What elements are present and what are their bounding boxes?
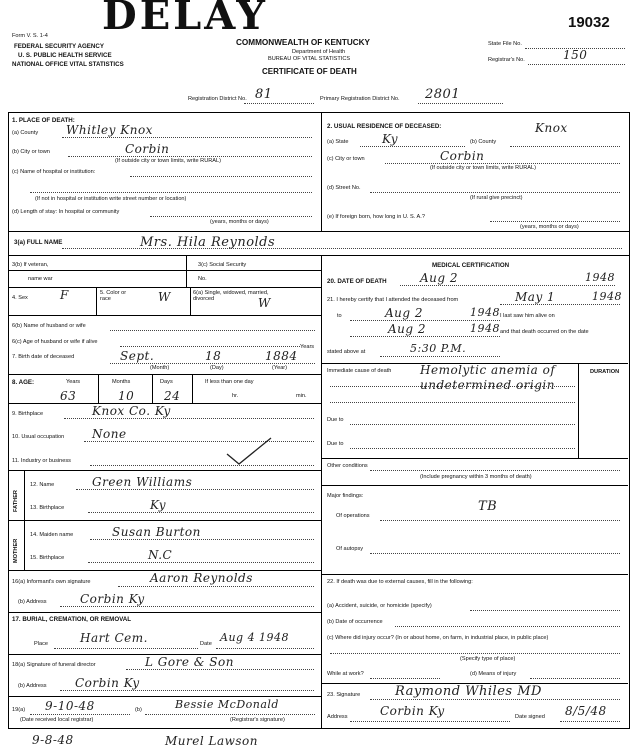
registrar-number: 150	[563, 48, 588, 62]
color-label: 5. Color or race	[100, 290, 127, 302]
agency-line-1: FEDERAL SECURITY AGENCY	[14, 43, 104, 50]
operations-label: Of operations	[336, 513, 370, 519]
date-of-death-year: 1948	[585, 271, 615, 284]
registration-district-label: Registration District No.	[188, 96, 247, 102]
full-name: Mrs. Hila Reynolds	[140, 235, 276, 250]
informant-signature-label: 16(a) Informant's own signature	[12, 579, 91, 585]
birth-year-caption: (Year)	[272, 365, 288, 371]
father-name: Green Williams	[92, 475, 193, 489]
burial-place: Hart Cem.	[80, 631, 148, 645]
industry-label: 11. Industry or business	[12, 458, 71, 464]
while-at-work-label: While at work?	[327, 671, 364, 677]
certificate-title: CERTIFICATE OF DEATH	[262, 67, 357, 76]
death-city-label: (b) City or town	[12, 149, 50, 155]
age-months: 10	[118, 389, 135, 403]
other-conditions-note: (Include pregnancy within 3 months of death)	[420, 474, 532, 480]
residence-city-label: (c) City or town	[327, 156, 365, 162]
death-county: Whitley Knox	[66, 123, 153, 137]
immediate-cause-label: Immediate cause of death	[327, 368, 392, 374]
residence-city-note: (If outside city or town limits, write RURAL)	[430, 165, 536, 171]
birth-month-caption: (Month)	[150, 365, 170, 371]
age-days: 24	[164, 389, 181, 403]
accident-label: (a) Accident, suicide, or homicide (specify)	[327, 603, 432, 609]
date-of-death: Aug 2	[420, 271, 459, 285]
commonwealth-title: COMMONWEALTH OF KENTUCKY	[236, 38, 371, 47]
date-signed-label: Date signed	[515, 714, 545, 720]
funeral-address: Corbin Ky	[75, 676, 140, 690]
mother-birthplace: N.C	[148, 548, 173, 562]
checkmark-icon	[225, 436, 275, 466]
residence-state-label: (a) State	[327, 139, 349, 145]
date-of-death-label: 20. DATE OF DEATH	[327, 278, 387, 285]
residence-county-label: (b) County	[470, 139, 497, 145]
date-filed-label: 19(a)	[12, 707, 26, 713]
attended-to-year: 1948	[470, 306, 500, 319]
agency-line-2: U. S. PUBLIC HEALTH SERVICE	[18, 52, 112, 59]
major-findings-label: Major findings:	[327, 493, 364, 499]
full-name-label: 3(a) FULL NAME	[14, 239, 63, 246]
operations-value: TB	[478, 499, 498, 514]
agency-line-3: NATIONAL OFFICE VITAL STATISTICS	[12, 61, 124, 68]
residence-state: Ky	[382, 132, 398, 146]
mother-maiden-label: 14. Maiden name	[30, 532, 74, 538]
death-city: Corbin	[125, 142, 170, 156]
primary-district-label: Primary Registration District No.	[320, 96, 400, 102]
attended-label: 21. I hereby certify that I attended the deceased from	[327, 297, 459, 303]
mother-side-label: MOTHER	[13, 538, 19, 563]
spouse-years-label: Years	[300, 344, 315, 350]
father-birthplace-label: 13. Birthplace	[30, 505, 65, 511]
due-to-label-2: Due to	[327, 441, 344, 447]
birthplace-label: 9. Birthplace	[12, 411, 44, 417]
funeral-director-label: 18(a) Signature of funeral director	[12, 662, 96, 668]
birthplace: Knox Co. Ky	[92, 404, 171, 418]
immediate-cause: Hemolytic anemia of undetermined origin	[420, 363, 556, 392]
date-occurrence-label: (b) Date of occurrence	[327, 619, 383, 625]
form-number: Form V. S. 1-4	[12, 33, 48, 39]
burial-place-label: Place	[34, 641, 48, 647]
length-of-stay-note: (years, months or days)	[210, 219, 269, 225]
occupation: None	[92, 427, 127, 441]
mother-maiden-name: Susan Burton	[112, 525, 201, 539]
registrar-signature-note: (Registrar's signature)	[230, 717, 285, 723]
attended-to-label: to	[337, 313, 342, 319]
informant-address-label: (b) Address	[18, 599, 47, 605]
birth-month: Sept.	[120, 349, 155, 363]
attended-to: Aug 2	[385, 306, 424, 320]
birth-day: 18	[205, 349, 222, 363]
means-of-injury-label: (d) Means of injury	[470, 671, 517, 677]
last-saw-label: I last saw him alive on	[500, 313, 555, 319]
ssn-number-label: No.	[198, 276, 207, 282]
registrar-number-label: Registrar's No.	[488, 57, 525, 63]
residence-street-label: (d) Street No.	[327, 185, 361, 191]
foreign-born-note: (years, months or days)	[520, 224, 579, 230]
physician-address-label: Address	[327, 714, 348, 720]
hospital-label: (c) Name of hospital or institution:	[12, 169, 96, 175]
name-war-label: name war	[28, 276, 53, 282]
registrar-signature: Bessie McDonald	[175, 698, 279, 711]
date-filed: 9-10-48	[45, 699, 95, 713]
physician-address: Corbin Ky	[380, 704, 445, 718]
last-saw: Aug 2	[388, 322, 427, 336]
death-city-note: (If outside city or town limits, write RURAL)	[115, 158, 221, 164]
sex-value: F	[60, 288, 69, 302]
foreign-born-label: (e) If foreign born, how long in U. S. A.?	[327, 214, 425, 220]
footer-signature: Murel Lawson	[165, 734, 259, 748]
burial-label: 17. BURIAL, CREMATION, OR REMOVAL	[12, 616, 132, 623]
occupation-label: 10. Usual occupation	[12, 434, 65, 440]
due-to-label-1: Due to	[327, 417, 344, 423]
age-label: 8. AGE:	[12, 379, 35, 386]
age-years: 63	[60, 389, 77, 403]
father-name-label: 12. Name	[30, 482, 55, 488]
state-file-label: State File No.	[488, 41, 522, 47]
physician-signature-label: 23. Signature	[327, 692, 361, 698]
duration-label: DURATION	[590, 369, 620, 375]
injury-where-label: (c) Where did injury occur? (In or about home, on farm, in industrial place, in public place)	[327, 635, 549, 641]
time-of-death: 5:30 P.M.	[410, 342, 467, 355]
funeral-director-signature: L Gore & Son	[145, 655, 234, 669]
other-conditions-label: Other conditions	[327, 463, 368, 469]
birth-day-caption: (Day)	[210, 365, 224, 371]
department-line-1: Department of Health	[292, 49, 346, 55]
file-number-stamp: 19032	[568, 14, 610, 31]
marital-label: 6(a) Single, widowed, married, divorced	[193, 290, 269, 302]
death-county-label: (a) County	[12, 130, 39, 136]
ssn-label: 3(c) Social Security	[198, 262, 247, 268]
age-less-than-day-label: If less than one day	[205, 379, 254, 385]
age-years-label: Years	[66, 379, 81, 385]
residence-city: Corbin	[440, 149, 485, 163]
informant-signature: Aaron Reynolds	[150, 571, 253, 585]
hospital-note: (If not in hospital or institution write street number or location)	[35, 196, 187, 202]
informant-address: Corbin Ky	[80, 592, 145, 606]
physician-signature: Raymond Whiles MD	[395, 684, 542, 699]
funeral-address-label: (b) Address	[18, 683, 47, 689]
date-received-note: (Date received local registrar)	[20, 717, 94, 723]
spouse-age-label: 6(c) Age of husband or wife if alive	[12, 339, 98, 345]
residence-county: Knox	[535, 121, 568, 135]
place-type-note: (Specify type of place)	[460, 656, 516, 662]
residence-title: 2. USUAL RESIDENCE OF DECEASED:	[327, 123, 442, 130]
father-birthplace: Ky	[150, 498, 166, 512]
mother-birthplace-label: 15. Birthplace	[30, 555, 65, 561]
stated-above-label: stated above at	[327, 349, 366, 355]
birth-date-label: 7. Birth date of deceased	[12, 354, 75, 360]
residence-street-note: (If rural give precinct)	[470, 195, 523, 201]
age-months-label: Months	[112, 379, 131, 385]
age-days-label: Days	[160, 379, 173, 385]
department-line-2: BUREAU OF VITAL STATISTICS	[268, 56, 351, 62]
footer-date: 9-8-48	[32, 733, 74, 747]
last-saw-year: 1948	[470, 322, 500, 335]
place-of-death-title: 1. PLACE OF DEATH:	[12, 117, 75, 124]
age-hr-label: hr.	[232, 393, 239, 399]
registrar-signature-label: (b)	[135, 707, 142, 713]
color-value: W	[158, 290, 171, 304]
medical-certification-title: MEDICAL CERTIFICATION	[432, 262, 510, 269]
father-side-label: FATHER	[13, 490, 19, 512]
burial-date-label: Date	[200, 641, 212, 647]
sex-label: 4. Sex	[12, 295, 28, 301]
veteran-label: 3(b) If veteran,	[12, 262, 49, 268]
death-occurred-label: and that death occurred on the date	[500, 329, 589, 335]
delay-stamp: DELAY	[102, 0, 268, 39]
external-causes-label: 22. If death was due to external causes, fill in the following:	[327, 579, 473, 585]
registration-district-number: 81	[255, 87, 273, 102]
length-of-stay-label: (d) Length of stay: In hospital or community	[12, 209, 120, 215]
attended-from-year: 1948	[592, 290, 622, 303]
burial-date: Aug 4 1948	[220, 631, 290, 644]
attended-from: May 1	[515, 290, 556, 304]
primary-district-number: 2801	[425, 87, 461, 102]
autopsy-label: Of autopsy	[336, 546, 364, 552]
birth-year: 1884	[265, 349, 298, 363]
age-min-label: min.	[296, 393, 307, 399]
date-signed: 8/5/48	[565, 704, 607, 718]
spouse-name-label: 6(b) Name of husband or wife	[12, 323, 86, 329]
marital-value: W	[258, 296, 271, 310]
